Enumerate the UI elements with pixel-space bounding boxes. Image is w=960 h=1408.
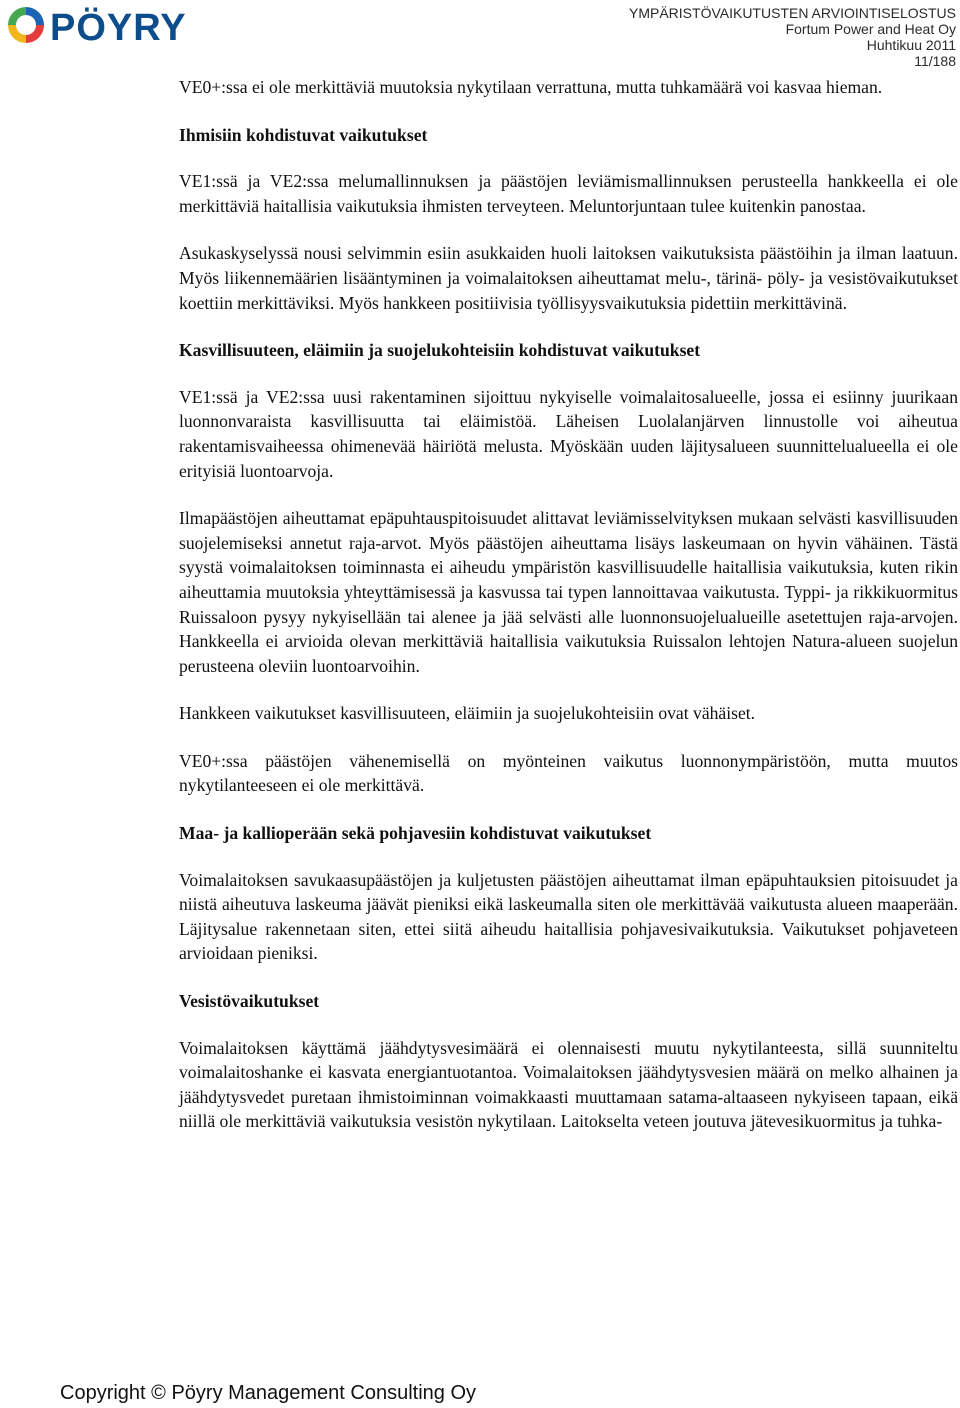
document-header [629, 5, 956, 69]
paragraph: VE0+:ssa ei ole merkittäviä muutoksia nykytilaan verrattuna, mutta tuhkamäärä voi kasvaa hieman. [179, 77, 883, 97]
section-heading-water: Vesistövaikutukset [179, 991, 320, 1012]
svg-text:PÖYRY: PÖYRY [50, 7, 187, 47]
paragraph: Asukaskyselyssä nousi selvimmin esiin asukkaiden huoli laitoksen vaikutuksista päästöihin ja ilman laatuun. Myös liikennemäärien lisääntyminen ja voimalaitoksen aiheuttamat melu-, tärinä- pöly- ja vesistövaikutukset koettiin merkittäviksi. Myös hankkeen positiivisia työllisyysvaikutuksia pidettiin merkittävinä. [179, 243, 958, 313]
section-heading-soil: Maa- ja kallioperään sekä pohjavesiin kohdistuvat vaikutukset [179, 823, 652, 844]
company-name: Fortum Power and Heat Oy [785, 21, 956, 37]
section-heading-humans: Ihmisiin kohdistuvat vaikutukset [179, 124, 428, 145]
page-number: 11/188 [914, 53, 956, 69]
paragraph: VE1:ssä ja VE2:ssa uusi rakentaminen sijoittuu nykyiselle voimalaitosalueelle, jossa ei esiinny juurikaan luonnonvaraista kasvillisuutta tai eläimistöä. Läheisen Luolalanjärven linnustolle voi aiheutua rakentamisvaiheessa ohimenevää häiriötä melusta. Myöskään uuden läjitysalueen suunnittelualueella ei ole erityisiä luontoarvoja. [179, 386, 958, 481]
paragraph: Voimalaitoksen savukaasupäästöjen ja kuljetusten päästöjen aiheuttamat ilman epäpuhtauksien pitoisuudet ja niistä aiheutuva laskeuma jäävät pieniksi eikä laskeumalla siten ole merkittävää vaikutusta alueen maaperään. Läjitysalue rakennetaan siten, ettei siitä aiheudu haitallisia pohjavesivaikutuksia. Vaikutukset pohjaveteen arvioidaan pieniksi. [179, 869, 958, 964]
copyright-footer: Copyright © Pöyry Management Consulting Oy [60, 1382, 477, 1404]
paragraph: VE1:ssä ja VE2:ssa melumallinnuksen ja päästöjen leviämismallinnuksen perusteella hankkeella ei ole merkittäviä haitallisia vaikutuksia ihmisten terveyteen. Meluntorjuntaan tulee kuitenkin panostaa. [179, 171, 958, 216]
paragraph: Ilmapäästöjen aiheuttamat epäpuhtauspitoisuudet alittavat leviämisselvityksen mukaan selvästi kasvillisuuden suojelemiseksi annetut raja-arvot. Myös päästöjen aiheuttama lisäys laskeumaan on hyvin vähäinen. Tästä syystä voimalaitoksen toiminnasta ei aiheudu ympäristön kasvillisuudelle haitallisia vaikutuksia, kuten rikin aiheuttamia muutoksia yhteyttämisessä ja kasvussa tai typen lannoittavaa vaikutusta. Typpi- ja rikkikuormitus Ruissaloon pysyy nykyisellään tai alenee ja jää selvästi alle luonnonsuojelualueille asetettujen raja-arvojen. Hankkeella ei arvioida olevan merkittäviä haitallisia vaikutuksia Ruissalon lehtojen Natura-alueen suojelun perusteena oleviin luontoarvoihin. [179, 508, 958, 676]
report-title: YMPÄRISTÖVAIKUTUSTEN ARVIOINTISELOSTUS [629, 5, 956, 21]
page-body [179, 75, 958, 1157]
paragraph: Voimalaitoksen käyttämä jäähdytysvesimäärä ei olennaisesti muutu nykytilanteesta, sillä suunniteltu voimalaitoshanke ei kasvata energiantuotantoa. Voimalaitoksen jäähdytysvesien määrä on melko alhainen ja jäähdytysvedet puretaan ihmistoiminnan voimakkaasti muuttamaan satama-altaaseen nykyiseen tapaan, eikä niillä ole merkittäviä vaikutuksia vesistön nykytilaan. Laitokselta veteen joutuva jätevesikuormitus ja tuhka- [179, 1037, 958, 1132]
report-date: Huhtikuu 2011 [866, 37, 956, 53]
poyry-logo-icon [4, 3, 244, 47]
paragraph: VE0+:ssa päästöjen vähenemisellä on myönteinen vaikutus luonnonympäristöön, mutta muutos nykytilanteeseen ei ole merkittävä. [179, 750, 958, 796]
poyry-logo [4, 3, 244, 47]
paragraph: Hankkeen vaikutukset kasvillisuuteen, eläimiin ja suojelukohteisiin ovat vähäiset. [179, 703, 756, 724]
section-heading-nature: Kasvillisuuteen, eläimiin ja suojelukohteisiin kohdistuvat vaikutukset [179, 340, 701, 361]
